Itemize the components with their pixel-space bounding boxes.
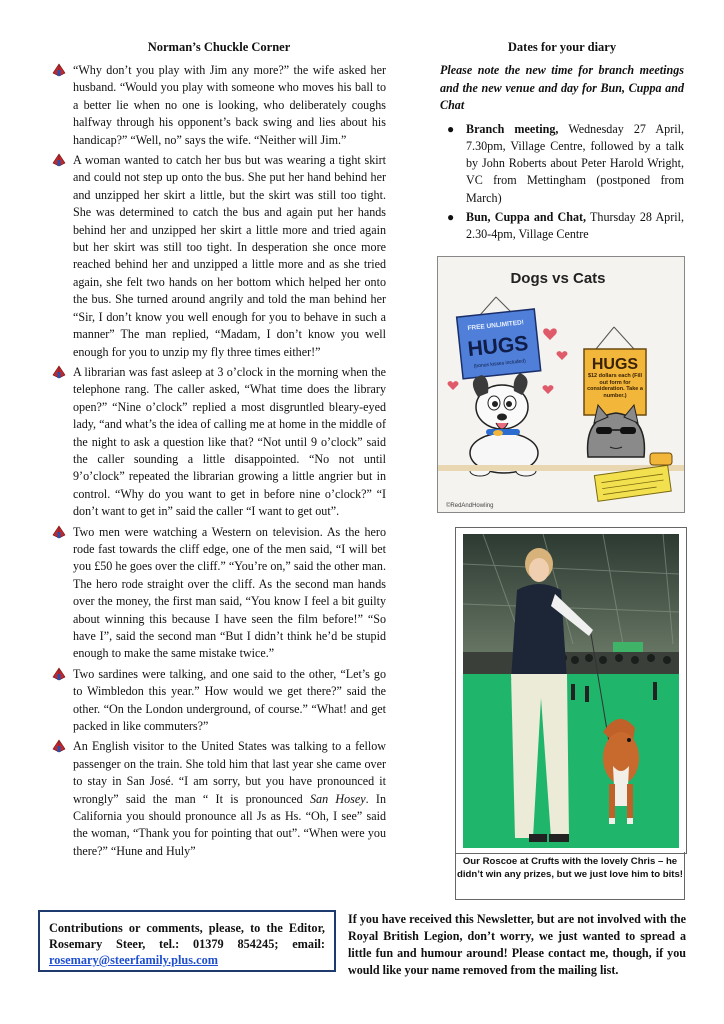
joke-text: Two sardines were talking, and one said to the other, “Let’s go to Wimbledon this year.” How would we get there?” said the other. “On the London underground, of course.” “What! and get packed in like commuters?”	[73, 666, 386, 734]
bullet-dot-icon: ●	[447, 121, 455, 136]
cat-drawing	[588, 405, 645, 457]
joke-text-start: An English visitor to the United States was talking to a fellow passenger on the train. She told him that last year she came over to stay in San José. “I am sorry, but you have pronounced it wrongly” said the man “ It is pronounced	[73, 739, 386, 806]
diary-event	[440, 121, 684, 207]
bullet-dot-icon: ●	[447, 209, 455, 224]
diary-column	[440, 40, 684, 246]
left-sign-main: HUGS	[466, 331, 530, 362]
crufts-photo-frame	[455, 527, 687, 854]
crufts-photo-image	[463, 534, 679, 848]
pin-bullet-icon	[52, 365, 66, 379]
joke-item	[52, 62, 386, 149]
joke-text: A librarian was fast asleep at 3 o’clock in the morning when the telephone rang. The caller asked, “What time does the library open?” “Nine o’clock” replied a most disgruntled bleary-eyed lady, “and what’s the idea of calling me at home in the middle of the night to ask a question like that? “Not until 9 o’clock” said the caller sounding a little disappointed. “No not until 9’o’clock” repeated the librarian growing a little angrier but in control. “Why do you want to get in before nine o’clock?” “I don’t want to get in” said the caller “I want to get out”.	[73, 364, 386, 519]
left-sign-top: FREE UNLIMITED!	[467, 319, 525, 333]
pin-bullet-icon	[52, 667, 66, 681]
cartoon-credit: ©RedAndHowling	[446, 503, 494, 509]
pin-bullet-icon	[52, 63, 66, 77]
chuckle-corner-title: Norman’s Chuckle Corner	[147, 40, 291, 54]
chuckle-corner-column	[52, 40, 386, 863]
joke-text-end: . In California you should pronounce all Js as Hs. “Oh, I see” said the woman, “Thank you for pointing that out”. “When were you there?” “Hune and Huly”	[73, 791, 387, 858]
newsletter-notice: If you have received this Newsletter, but are not involved with the Royal British Legion, don’t worry, we just wanted to spread a little fun and humour around! Please contact me, though, if you would like your name removed from the mailing list.	[348, 912, 686, 978]
event-name: Branch meeting,	[466, 121, 559, 136]
pin-bullet-icon	[52, 739, 66, 753]
right-sign-sub: $12 dollars each (Fill out form for consideration. Take a number.)	[587, 373, 643, 399]
left-sign-sub: (bonus kisses included)	[473, 358, 527, 370]
joke-text-italic: San Hosey	[309, 791, 366, 806]
joke-text: “Why don’t you play with Jim any more?” the wife asked her husband. “Would you play with someone who moves his ball to a better lie when no one is looking, who deliberately coughs halfway through his opponent’s back swing and lies about his handicap?” “Well, no” says the wife. “Neither will Jim.”	[73, 63, 386, 147]
photo-caption: Our Roscoe at Crufts with the lovely Chris – he didn’t win any prizes, but we just love him to bits!	[455, 852, 685, 900]
pin-bullet-icon	[52, 525, 66, 539]
cartoon-illustration	[438, 257, 684, 512]
event-details: Wednesday 27 April, 7.30pm, Village Centre, followed by a talk by John Roberts about Peter Harold Wright, VC from Mettingham (postponed from March)	[466, 121, 684, 205]
joke-item	[52, 524, 386, 663]
right-sign-main: HUGS	[591, 356, 639, 373]
joke-text: Two men were watching a Western on television. As the hero rode fast towards the cliff edge, one of the men said, “I will bet you £50 he goes over the cliff.” “You’re on,” said the other man. The hero rode straight over the cliff. As the second man hands over the money, the first man said, “You know I feel a bit guilty about winning this because I have seen the film before!” “So have I”, said the second man “But I didn’t think he’d be stupid enough to make the same mistake twice.”	[73, 524, 386, 661]
contributions-text: Contributions or comments, please, to the Editor, Rosemary Steer, tel.: 01379 854245; email:	[49, 921, 325, 951]
crufts-photo	[463, 534, 679, 848]
joke-item	[52, 666, 386, 736]
joke-item	[52, 738, 386, 860]
dogs-vs-cats-cartoon	[437, 256, 685, 513]
diary-event	[440, 209, 684, 244]
event-details: Thursday 28 April, 2.30-4pm, Village Centre	[466, 209, 684, 242]
event-name: Bun, Cuppa and Chat,	[466, 209, 587, 224]
diary-note: Please note the new time for branch meetings and the new venue and day for Bun, Cuppa and Chat	[440, 63, 684, 112]
editor-email-link[interactable]: rosemary@steerfamily.plus.com	[49, 953, 218, 967]
joke-text: A woman wanted to catch her bus but was wearing a tight skirt and could not step up onto the bus. She put her hand behind her and unzipped her skirt a little, but the skirt was still too tight. She was determined to catch the bus and again put her hands behind her and unzipped her skirt a little more and tried again but her skirt was still too tight. In desperation she once more reached behind her and unzipped a little more and as she tried again, she felt two hands on her bottom which helped her onto the bus. She turned around angrily and told the man behind her “Sir, I don’t know you well enough for you to behave in such a manner” The man replied, “Madam, I don’t know you well enough for you to unzip my fly three times either!”	[73, 153, 386, 359]
joke-item	[52, 364, 386, 521]
joke-item	[52, 152, 386, 361]
contributions-box	[38, 910, 336, 972]
diary-title: Dates for your diary	[507, 40, 617, 54]
cartoon-title: Dogs vs Cats	[510, 270, 606, 287]
pin-bullet-icon	[52, 153, 66, 167]
